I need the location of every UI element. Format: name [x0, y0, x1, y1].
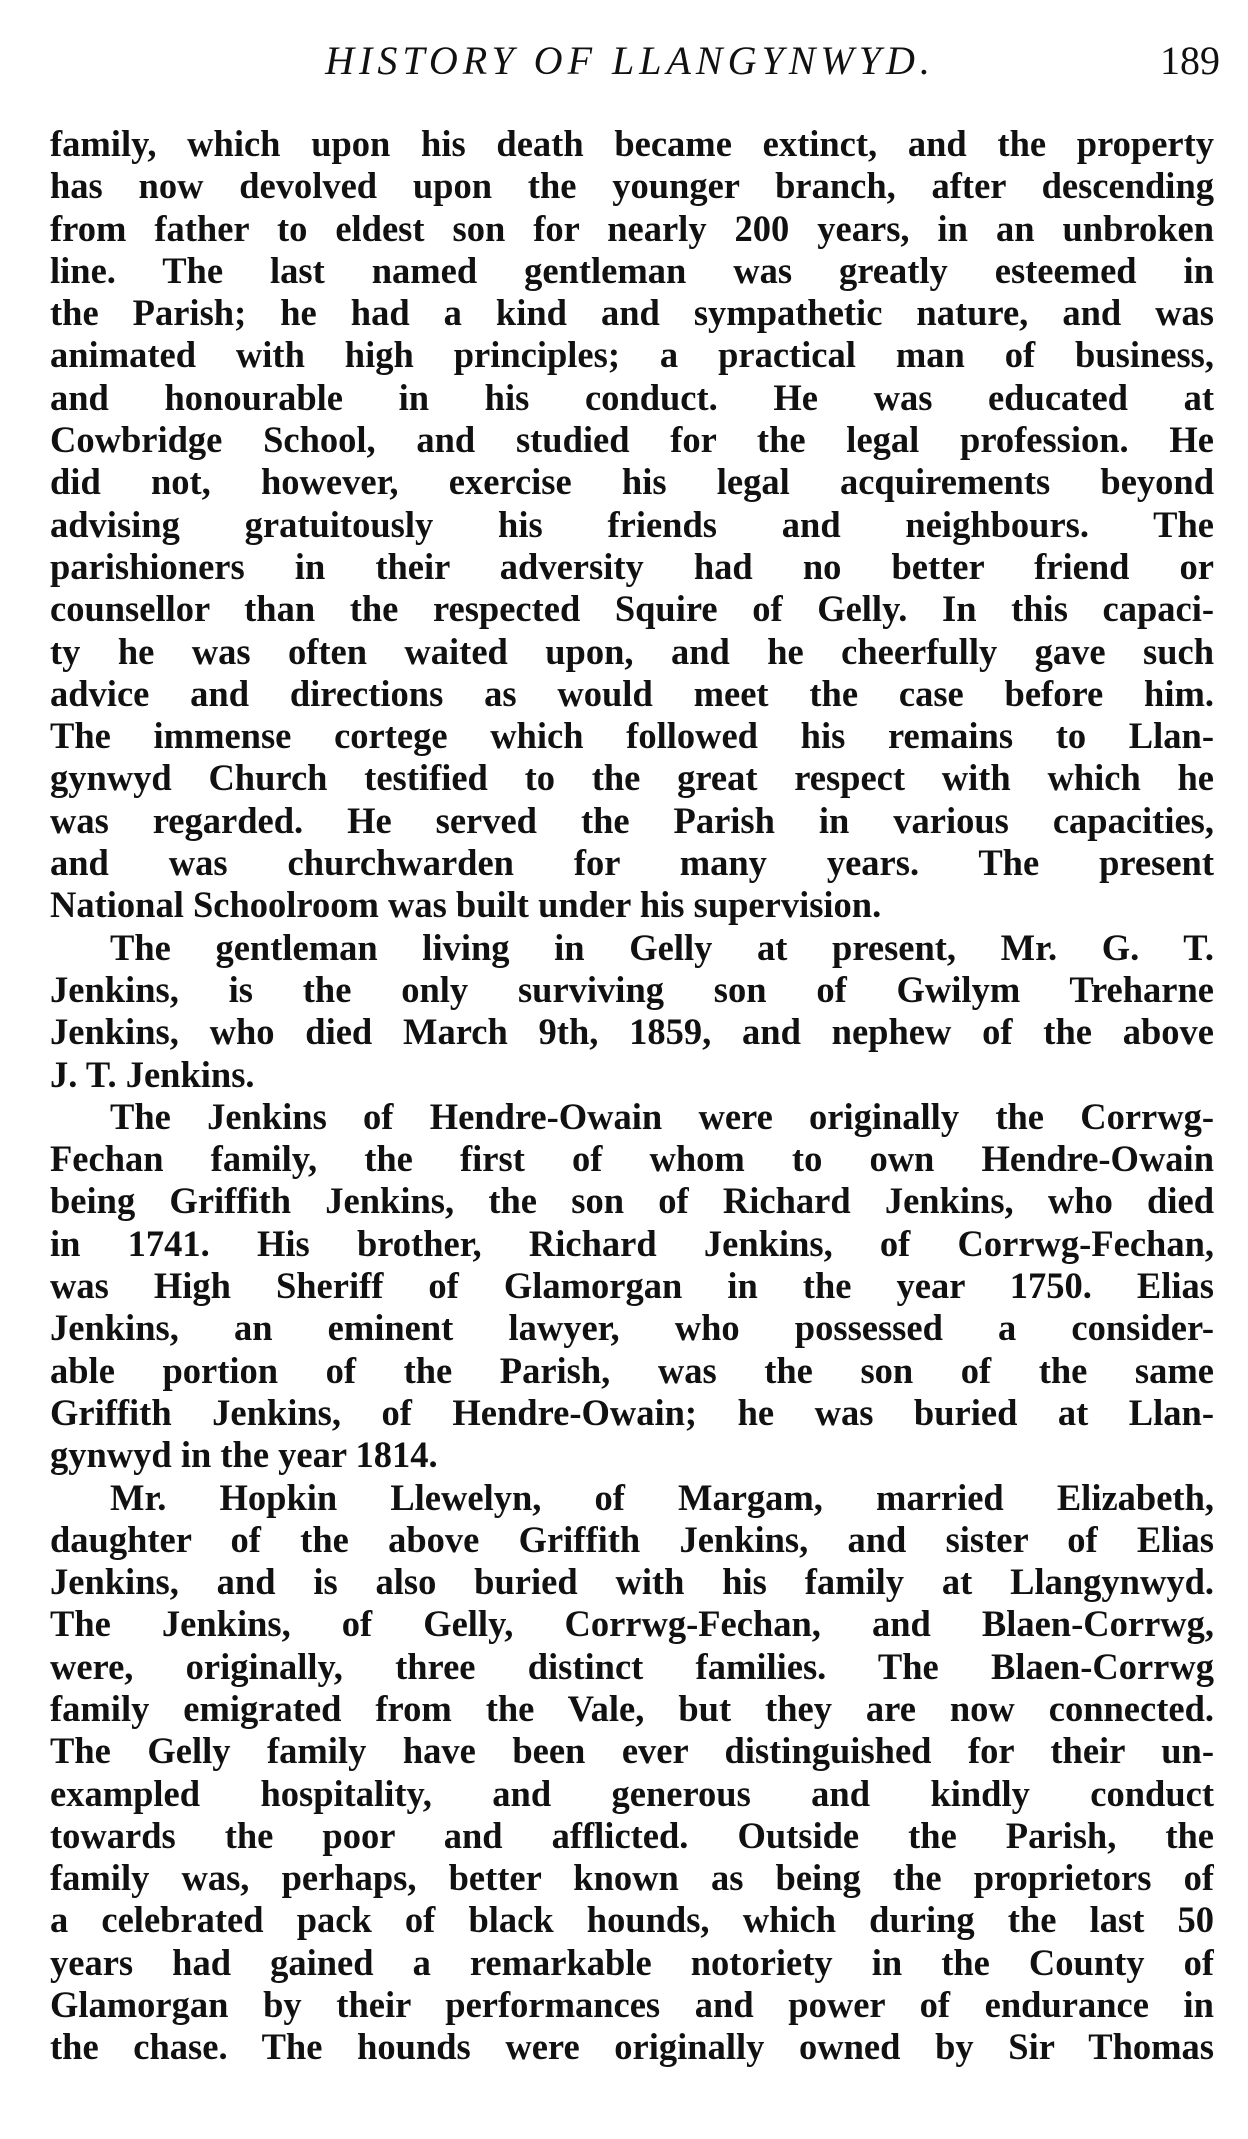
text-line: and honourable in his conduct. He was educated at [50, 376, 1214, 418]
text-line: did not, however, exercise his legal acquirements beyond [50, 461, 1214, 503]
body-text [50, 123, 1214, 2069]
text-line: able portion of the Parish, was the son of the same [50, 1349, 1214, 1391]
text-line: and was churchwarden for many years. The present [50, 842, 1214, 884]
text-line: family emigrated from the Vale, but they are now connected. [50, 1687, 1214, 1729]
running-title: HISTORY OF LLANGYNWYD. [325, 38, 935, 83]
text-line: Jenkins, and is also buried with his family at Llangynwyd. [50, 1561, 1214, 1603]
text-line: advising gratuitously his friends and neighbours. The [50, 503, 1214, 545]
text-line: Jenkins, is the only surviving son of Gwilym Treharne [50, 968, 1214, 1010]
text-line: animated with high principles; a practical man of business, [50, 334, 1214, 376]
text-line: were, originally, three distinct families. The Blaen-Corrwg [50, 1645, 1214, 1687]
page-number: 189 [1160, 38, 1220, 83]
running-head [40, 26, 1220, 96]
text-line: from father to eldest son for nearly 200 years, in an unbroken [50, 207, 1214, 249]
text-line: a celebrated pack of black hounds, which during the last 50 [50, 1899, 1214, 1941]
text-line: family, which upon his death became extinct, and the property [50, 123, 1214, 164]
text-line: Griffith Jenkins, of Hendre-Owain; he was buried at Llan- [50, 1391, 1214, 1433]
text-line: the chase. The hounds were originally owned by Sir Thomas [50, 2026, 1214, 2068]
text-line: Jenkins, an eminent lawyer, who possessed a consider- [50, 1307, 1214, 1349]
text-line: in 1741. His brother, Richard Jenkins, of Corrwg-Fechan, [50, 1222, 1214, 1264]
text-line: daughter of the above Griffith Jenkins, and sister of Elias [50, 1518, 1214, 1560]
text-line: counsellor than the respected Squire of Gelly. In this capaci- [50, 588, 1214, 630]
text-line: family was, perhaps, better known as being the proprietors of [50, 1857, 1214, 1899]
text-line: Jenkins, who died March 9th, 1859, and nephew of the above [50, 1011, 1214, 1053]
text-line: Mr. Hopkin Llewelyn, of Margam, married Elizabeth, [110, 1476, 1214, 1518]
text-line: The Gelly family have been ever distinguished for their un- [50, 1730, 1214, 1772]
text-line: being Griffith Jenkins, the son of Richard Jenkins, who died [50, 1180, 1214, 1222]
text-line: gynwyd in the year 1814. [50, 1434, 438, 1476]
text-line: the Parish; he had a kind and sympathetic nature, and was [50, 292, 1214, 334]
text-line: ty he was often waited upon, and he cheerfully gave such [50, 630, 1214, 672]
text-line: advice and directions as would meet the case before him. [50, 672, 1214, 714]
text-line: was High Sheriff of Glamorgan in the year 1750. Elias [50, 1265, 1214, 1307]
text-line: parishioners in their adversity had no better friend or [50, 545, 1214, 587]
text-line: The immense cortege which followed his remains to Llan- [50, 715, 1214, 757]
text-line: Glamorgan by their performances and power of endurance in [50, 1984, 1214, 2026]
text-line: J. T. Jenkins. [50, 1053, 255, 1095]
text-line: years had gained a remarkable notoriety in the County of [50, 1941, 1214, 1983]
text-line: Cowbridge School, and studied for the legal profession. He [50, 419, 1214, 461]
text-line: The Jenkins, of Gelly, Corrwg-Fechan, and Blaen-Corrwg, [50, 1603, 1214, 1645]
text-line: exampled hospitality, and generous and kindly conduct [50, 1772, 1214, 1814]
text-line: The Jenkins of Hendre-Owain were originally the Corrwg- [110, 1095, 1214, 1137]
text-line: towards the poor and afflicted. Outside the Parish, the [50, 1814, 1214, 1856]
text-line: line. The last named gentleman was greatly esteemed in [50, 249, 1214, 291]
text-line: has now devolved upon the younger branch, after descending [50, 165, 1214, 207]
text-line: National Schoolroom was built under his supervision. [50, 884, 882, 926]
text-line: The gentleman living in Gelly at present, Mr. G. T. [110, 926, 1214, 968]
text-line: Fechan family, the first of whom to own Hendre-Owain [50, 1138, 1214, 1180]
text-line: gynwyd Church testified to the great respect with which he [50, 757, 1214, 799]
text-line: was regarded. He served the Parish in various capacities, [50, 799, 1214, 841]
